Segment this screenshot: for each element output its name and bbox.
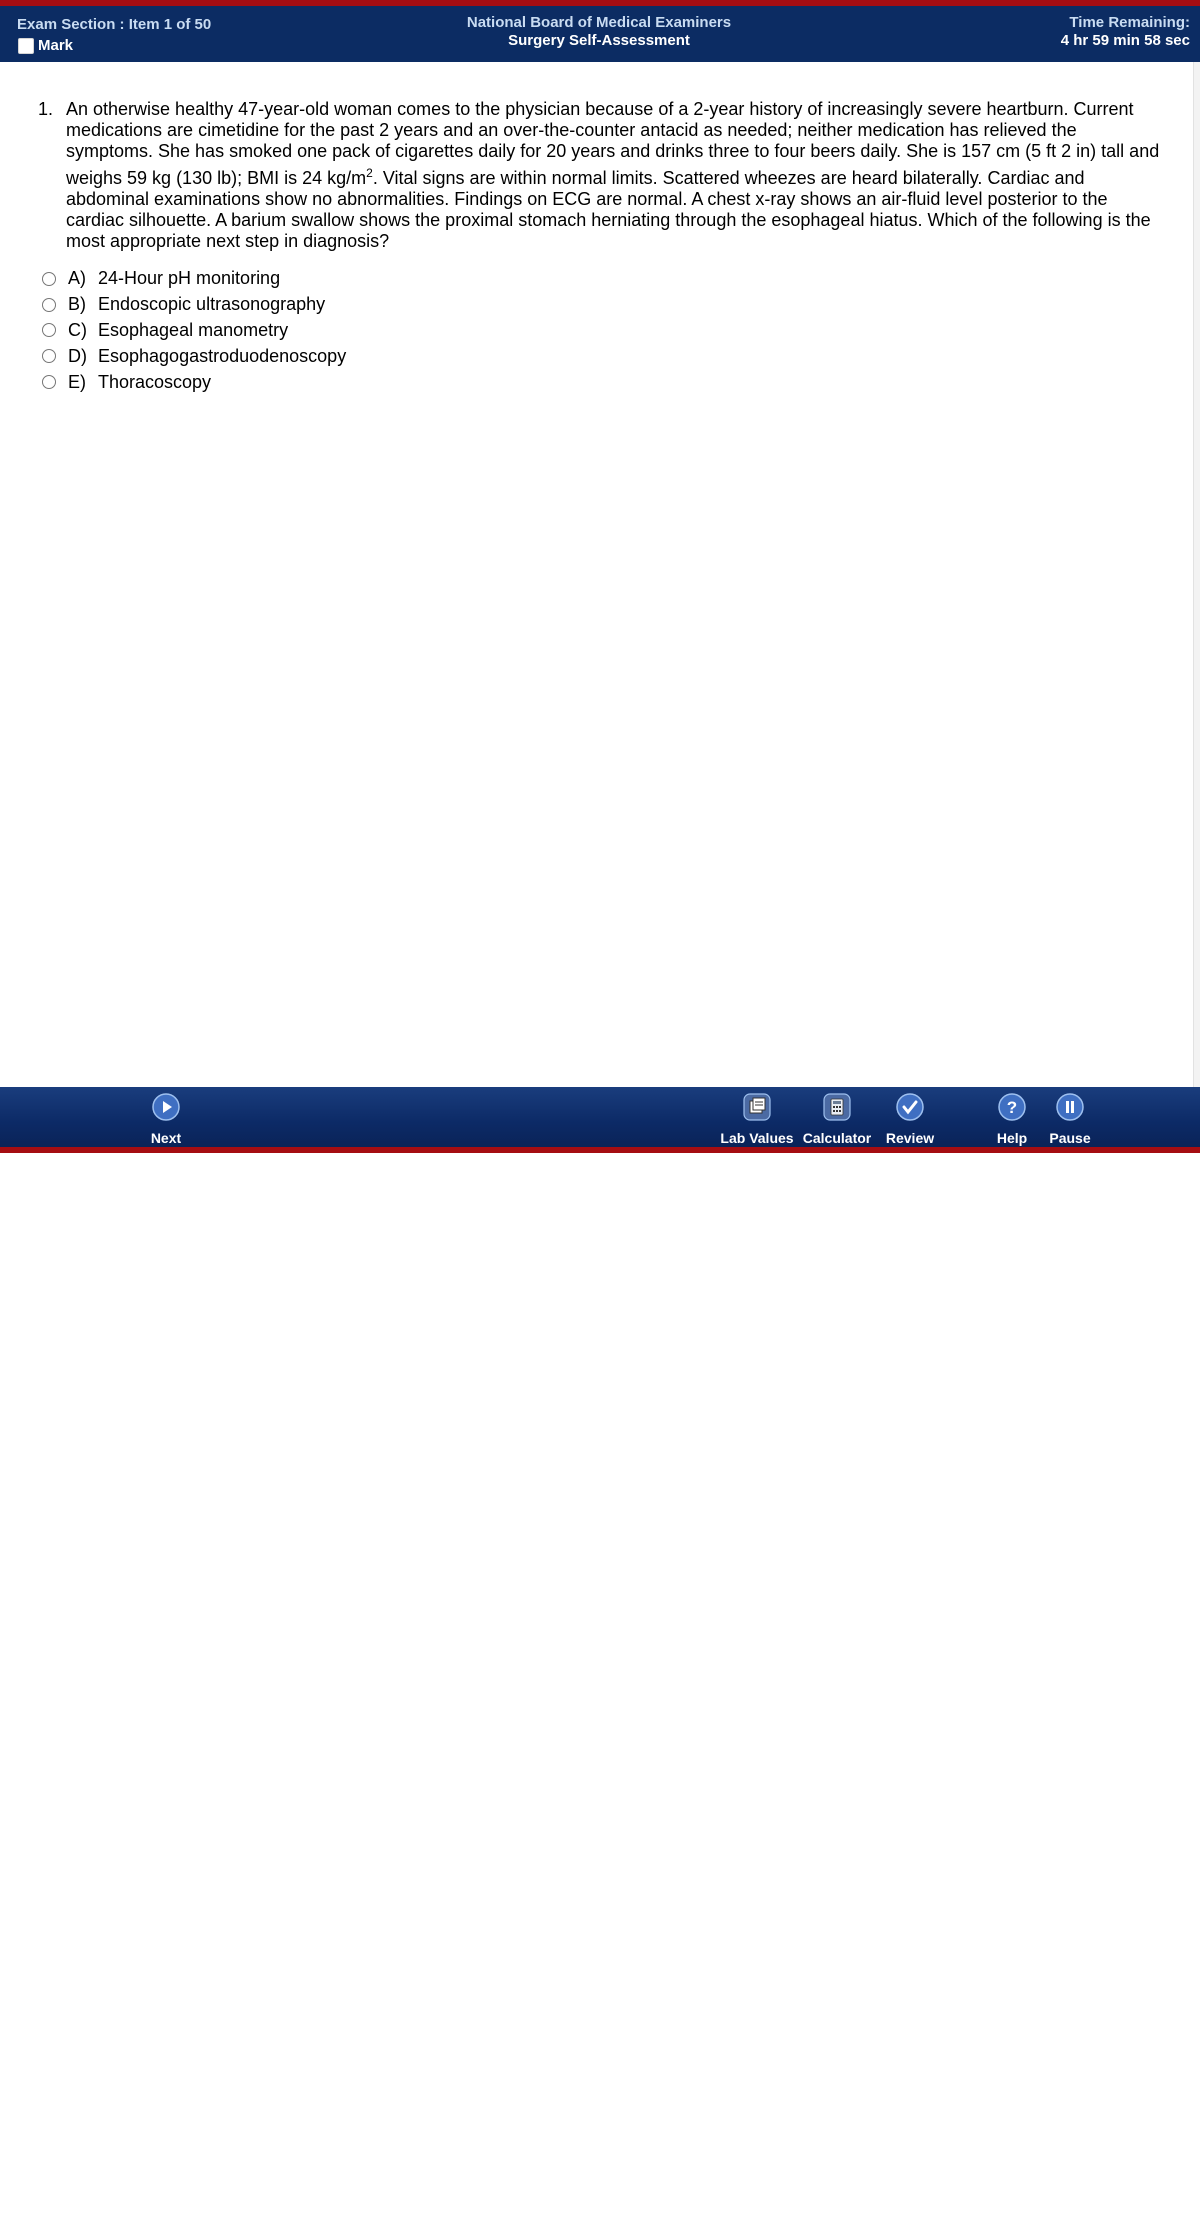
- exam-toolbar: [0, 1087, 1200, 2222]
- time-remaining-value: 4 hr 59 min 58 sec: [1060, 32, 1190, 49]
- review-button[interactable]: [882, 1093, 938, 1146]
- question-superscript: 2: [366, 165, 373, 180]
- bottom-accent-bar: [0, 1147, 1200, 1153]
- mark-checkbox-box[interactable]: [18, 38, 34, 54]
- mark-checkbox[interactable]: [18, 37, 73, 54]
- answer-option-d[interactable]: [42, 343, 346, 369]
- time-remaining: [1061, 14, 1190, 50]
- question-mark-icon: [998, 1093, 1026, 1121]
- option-text: 24-Hour pH monitoring: [98, 268, 281, 289]
- radio-button[interactable]: [42, 375, 56, 389]
- svg-text:?: ?: [1006, 1098, 1018, 1117]
- checkmark-icon: [896, 1093, 924, 1121]
- radio-button[interactable]: [42, 349, 56, 363]
- mark-label: Mark: [38, 37, 74, 54]
- lab-values-button[interactable]: [717, 1093, 797, 1146]
- radio-button[interactable]: [42, 272, 56, 286]
- exam-title: [400, 14, 798, 50]
- exam-section-label: Exam Section : Item 1 of 50: [17, 16, 212, 33]
- question-text-part1: An otherwise healthy 47-year-old woman comes to the physician because of a 2-year history of increasingly severe heartburn. Current medications are cimetidine for the past 2 years and an over-the-counter antacid as needed; neither medication has relieved the symptoms. She has smoked one pack of cigarettes daily for 20 years and drinks three to four beers daily. She is 157 cm (5 ft 2 in) tall and weighs 59 kg (130 lb); BMI is 24 kg/m: [66, 99, 1160, 188]
- calculator-icon: [823, 1093, 851, 1121]
- lab-values-icon: [743, 1093, 771, 1121]
- radio-button[interactable]: [42, 298, 56, 312]
- pause-button[interactable]: [1047, 1093, 1093, 1146]
- scrollbar[interactable]: [1193, 62, 1200, 1087]
- org-name: National Board of Medical Examiners: [466, 14, 732, 31]
- next-button[interactable]: [146, 1093, 186, 1146]
- play-arrow-icon: [152, 1093, 180, 1121]
- review-label: Review: [885, 1130, 935, 1146]
- answer-option-c[interactable]: [42, 318, 346, 344]
- radio-button[interactable]: [42, 323, 56, 337]
- next-label: Next: [150, 1130, 182, 1146]
- lab-values-label: Lab Values: [720, 1130, 794, 1146]
- time-remaining-label: Time Remaining:: [1069, 14, 1190, 31]
- option-letter: B): [68, 294, 86, 315]
- option-letter: E): [68, 371, 86, 392]
- option-letter: D): [68, 345, 87, 366]
- question-stem: [38, 99, 1163, 252]
- question-number: 1.: [38, 99, 54, 119]
- help-label: Help: [996, 1130, 1028, 1146]
- calculator-label: Calculator: [802, 1130, 872, 1146]
- option-letter: C): [68, 319, 87, 340]
- option-text: Esophageal manometry: [98, 319, 289, 340]
- option-text: Thoracoscopy: [98, 371, 212, 392]
- help-button[interactable]: [992, 1093, 1032, 1146]
- answer-option-e[interactable]: [42, 369, 346, 395]
- exam-header: [0, 6, 1200, 62]
- exam-name: Surgery Self-Assessment: [508, 32, 690, 49]
- option-text: Endoscopic ultrasonography: [98, 294, 326, 315]
- option-text: Esophagogastroduodenoscopy: [98, 345, 347, 366]
- calculator-button[interactable]: [800, 1093, 874, 1146]
- answer-option-a[interactable]: [42, 266, 346, 292]
- option-letter: A): [68, 268, 86, 289]
- answer-options: [42, 266, 346, 395]
- question-text: [66, 99, 1163, 252]
- question-text-part2: . Vital signs are within normal limits. Scattered wheezes are heard bilaterally. Cardiac and abdominal examinations show no abnormalities. Findings on ECG are normal. A chest x-ray shows an air-fluid level posterior to the cardiac silhouette. A barium swallow shows the proximal stomach herniating through the esophageal hiatus. Which of the following is the most appropriate next step in diagnosis?: [66, 167, 1151, 252]
- pause-icon: [1056, 1093, 1084, 1121]
- answer-option-b[interactable]: [42, 292, 346, 318]
- pause-label: Pause: [1049, 1130, 1091, 1146]
- watermark-text: https://t.me/USMLENBME2CK: [268, 2189, 686, 2222]
